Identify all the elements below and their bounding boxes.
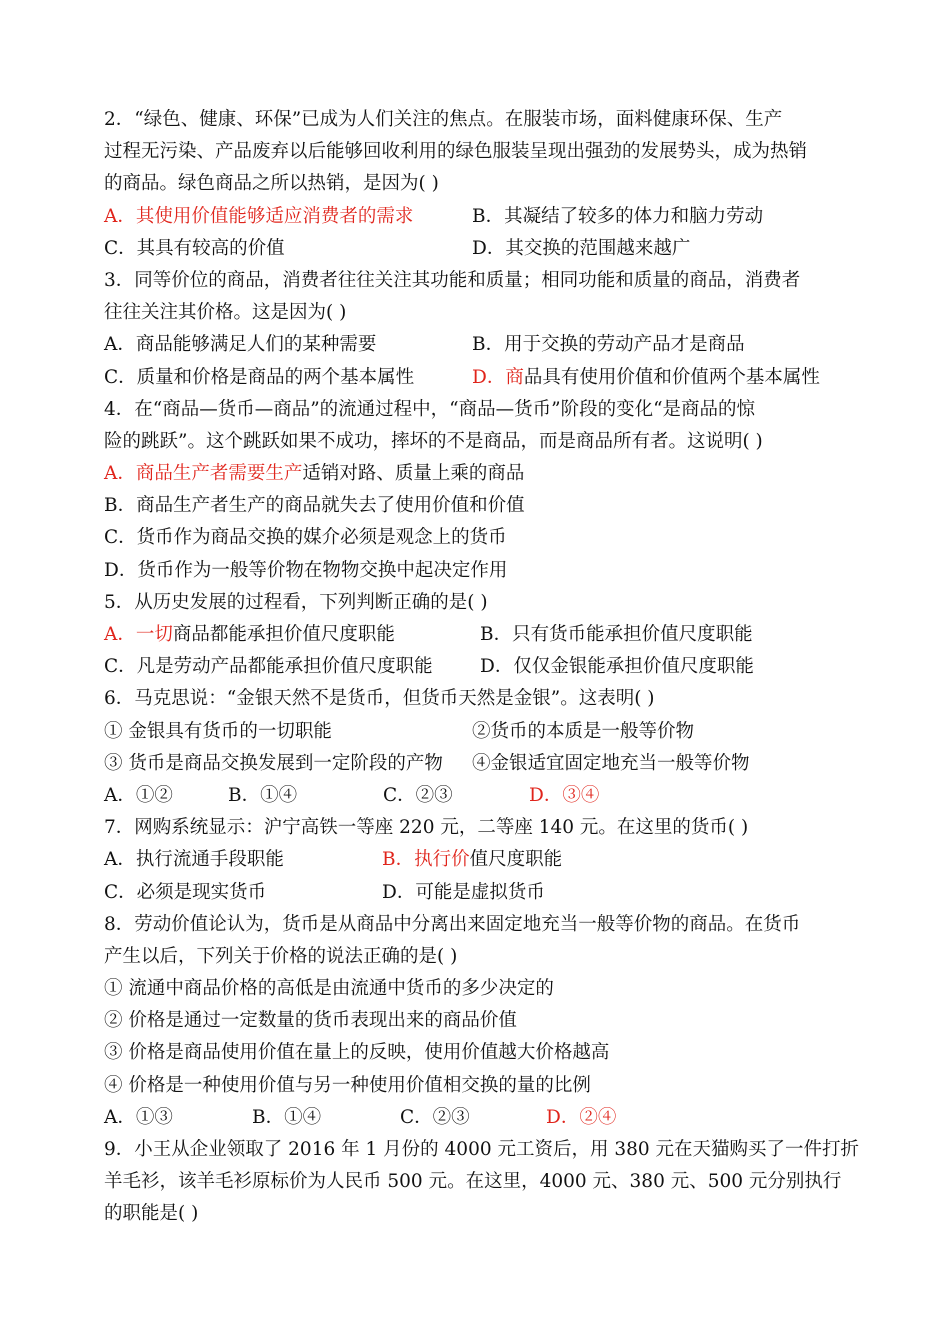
q4-option-a-marked: A．商品生产者需要生产 (104, 463, 303, 485)
q3-stem-line-1: 3．同等价位的商品，消费者往往关注其功能和质量；相同功能和质量的商品，消费者 (104, 269, 801, 291)
q2-options-row-2 (104, 233, 844, 265)
q6-statements-row-1 (104, 716, 844, 748)
q6-statement-4: ④金银适宜固定地充当一般等价物 (472, 752, 750, 774)
q8-option-c: C．②③ (400, 1106, 470, 1128)
q2-stem-line-2: 过程无污染、产品废弃以后能够回收利用的绿色服装呈现出强劲的发展势头，成为热销 (104, 141, 808, 163)
q5-option-d: D．仅仅金银能承担价值尺度职能 (480, 656, 754, 678)
q6-option-a: A．①② (104, 784, 173, 806)
exam-page (104, 104, 860, 1231)
q8-stem-line-2: 产生以后，下列关于价格的说法正确的是( ) (104, 945, 458, 967)
q9-stem-line-2: 羊毛衫，该羊毛衫原标价为人民币 500 元。在这里，4000 元、380 元、500 元分别执行 (104, 1171, 842, 1193)
q8-statement-4: ④ 价格是一种使用价值与另一种使用价值相交换的量的比例 (104, 1074, 591, 1096)
q7-option-a: A．执行流通手段职能 (104, 849, 284, 871)
q4-option-a (104, 458, 844, 490)
q3-option-b: B．用于交换的劳动产品才是商品 (472, 334, 745, 356)
q3-option-c: C．质量和价格是商品的两个基本属性 (104, 366, 415, 388)
q7-option-b-rest: 值尺度职能 (469, 849, 563, 871)
q7-option-b (382, 844, 562, 876)
q7-option-b-marked: B．执行价 (382, 849, 470, 871)
q3-option-d-rest: 品具有使用价值和价值两个基本属性 (523, 366, 820, 388)
q4-stem-line-2: 险的跳跃”。这个跳跃如果不成功，摔坏的不是商品，而是商品所有者。这说明( ) (104, 430, 763, 452)
q3-options-row-1 (104, 329, 844, 361)
q3-option-a: A．商品能够满足人们的某种需要 (104, 334, 377, 356)
q5-option-a (104, 619, 480, 651)
q5-option-b: B．只有货币能承担价值尺度职能 (480, 624, 753, 645)
q3-option-d (472, 362, 820, 394)
q6-option-d: D．③④ (529, 784, 600, 806)
q6-stem: 6．马克思说：“金银天然不是货币，但货币天然是金银”。这表明( ) (104, 688, 655, 710)
q6-option-b: B．①④ (228, 784, 298, 806)
q7-options-row-1 (104, 844, 844, 876)
q6-statement-3: ③ 货币是商品交换发展到一定阶段的产物 (104, 752, 443, 774)
q6-statement-2: ②货币的本质是一般等价物 (472, 720, 695, 742)
q2-option-a: A．其使用价值能够适应消费者的需求 (104, 205, 414, 227)
q3-stem-line-2: 往往关注其价格。这是因为( ) (104, 302, 347, 324)
q5-stem: 5．从历史发展的过程看，下列判断正确的是( ) (104, 591, 488, 613)
q2-stem-line-1: 2．“绿色、健康、环保”已成为人们关注的焦点。在服装市场，面料健康环保、生产 (104, 109, 783, 130)
q4-stem-line-1: 4．在“商品—货币—商品”的流通过程中，“商品—货币”阶段的变化“是商品的惊 (104, 398, 756, 420)
q7-options-row-2 (104, 877, 844, 909)
q2-stem-line-3: 的商品。绿色商品之所以热销，是因为( ) (104, 173, 439, 195)
q2-options-row-1 (104, 201, 844, 233)
q2-option-b: B．其凝结了较多的体力和脑力劳动 (472, 205, 764, 227)
q8-statement-1: ① 流通中商品价格的高低是由流通中货币的多少决定的 (104, 978, 554, 1000)
q8-options-row (104, 1102, 844, 1134)
q5-option-c: C．凡是劳动产品都能承担价值尺度职能 (104, 656, 433, 678)
q8-option-a: A．①③ (104, 1106, 173, 1128)
q8-option-d: D．②④ (546, 1106, 617, 1128)
q6-statement-1: ① 金银具有货币的一切职能 (104, 720, 332, 742)
q5-option-a-marked: A．一切 (104, 624, 173, 645)
q5-options-row-1 (104, 619, 844, 651)
q8-statement-2: ② 价格是通过一定数量的货币表现出来的商品价值 (104, 1010, 517, 1032)
q4-option-d: D．货币作为一般等价物在物物交换中起决定作用 (104, 559, 508, 581)
q2-option-c: C．其具有较高的价值 (104, 237, 285, 259)
q5-options-row-2 (104, 651, 844, 683)
q3-options-row-2 (104, 362, 844, 394)
q8-stem-line-1: 8．劳动价值论认为，货币是从商品中分离出来固定地充当一般等价物的商品。在货币 (104, 913, 801, 935)
q7-option-c: C．必须是现实货币 (104, 881, 267, 903)
q4-option-b: B．商品生产者生产的商品就失去了使用价值和价值 (104, 495, 525, 517)
q4-option-c: C．货币作为商品交换的媒介必须是观念上的货币 (104, 527, 507, 549)
q9-stem-line-1: 9．小王从企业领取了 2016 年 1 月份的 4000 元工资后，用 380 元在天猫购买了一件打折 (104, 1139, 860, 1160)
q8-statement-3: ③ 价格是商品使用价值在量上的反映，使用价值越大价格越高 (104, 1042, 610, 1064)
q7-stem: 7．网购系统显示：沪宁高铁一等座 220 元，二等座 140 元。在这里的货币( ) (104, 817, 749, 839)
q4-option-a-rest: 适销对路、质量上乘的商品 (302, 463, 525, 485)
q2-option-d: D．其交换的范围越来越广 (472, 237, 691, 259)
q6-statements-row-2 (104, 748, 844, 780)
q5-option-a-rest: 商品都能承担价值尺度职能 (172, 624, 395, 645)
q6-options-row (104, 780, 844, 812)
q6-option-c: C．②③ (383, 784, 453, 806)
q9-stem-line-3: 的职能是( ) (104, 1203, 199, 1225)
q3-option-d-marked: D．商 (472, 366, 524, 388)
q7-option-d: D．可能是虚拟货币 (382, 881, 545, 903)
q8-option-b: B．①④ (252, 1106, 322, 1128)
